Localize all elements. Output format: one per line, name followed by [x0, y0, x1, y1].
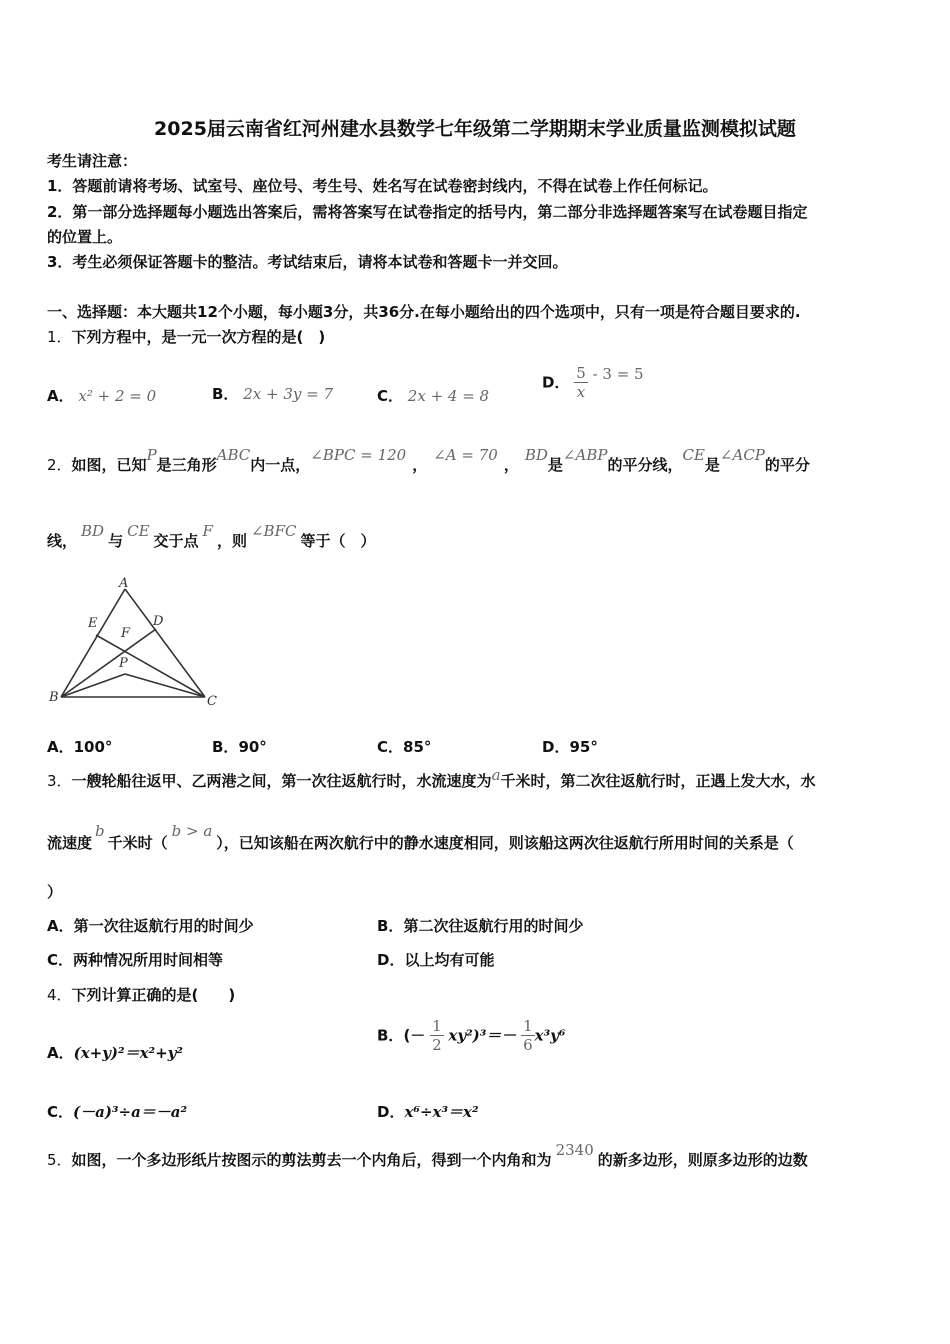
triangle-figure	[45, 573, 225, 713]
question-3-line-1: 3．一艘轮船往返甲、乙两港之间，第一次往返航行时，水流速度为a千米时，第二次往返航行时，正遇上发大水，水	[47, 766, 816, 790]
page-title: 2025届云南省红河州建水县数学七年级第二学期期末学业质量监测模拟试题	[154, 118, 796, 140]
label-d: D	[153, 614, 164, 629]
q4-option-d[interactable]: D．x⁶÷x³＝x²	[377, 1103, 479, 1121]
label-a: A	[119, 576, 129, 591]
q1-option-c[interactable]: C． 2x + 4 = 8	[377, 387, 490, 405]
segment-bp	[61, 674, 125, 697]
notice-item: 2．第一部分选择题每小题选出答案后，需将答案写在试卷指定的括号内，第二部分非选择题答案写在试卷题目指定	[47, 203, 808, 221]
q2-option-d[interactable]: D．95°	[542, 738, 598, 756]
segment-cp	[125, 674, 205, 697]
question-2-line-2: 线，BD与CE交于点F，则∠BFC等于（ ）	[47, 522, 376, 550]
question-4: 4．下列计算正确的是( )	[47, 986, 236, 1004]
segment-bd	[61, 629, 156, 697]
question-5: 5．如图，一个多边形纸片按图示的剪法剪去一个内角后，得到一个内角和为2340的新多边形，则原多边形的边数	[47, 1141, 808, 1169]
notice-item: 3．考生必须保证答题卡的整洁。考试结束后，请将本试卷和答题卡一并交回。	[47, 253, 568, 271]
fraction: $\frac{1}{2}$	[432, 1017, 442, 1054]
option-expression: x² + 2 = 0	[78, 387, 157, 405]
q3-option-a[interactable]: A．第一次往返航行用的时间少	[47, 917, 254, 935]
q3-option-d[interactable]: D．以上均有可能	[377, 951, 495, 969]
label-p: P	[119, 656, 128, 671]
q4-option-c[interactable]: C．(－a)³÷a＝－a²	[47, 1103, 188, 1121]
label-b: B	[49, 690, 59, 705]
option-expression: 2x + 4 = 8	[407, 387, 490, 405]
question-2-line-1: 2．如图，已知P是三角形ABC内一点，∠BPC = 120，∠A = 70，BD是∠ABP的平分线，CE是∠ACP的平分	[47, 446, 810, 474]
q2-option-a[interactable]: A．100°	[47, 738, 113, 756]
option-expression: 2x + 3y = 7	[243, 385, 333, 403]
q1-option-b[interactable]: B． 2x + 3y = 7	[212, 385, 333, 403]
question-3-line-3: ）	[47, 883, 63, 901]
label-c: C	[207, 694, 217, 709]
q2-option-c[interactable]: C．85°	[377, 738, 432, 756]
question-1	[47, 327, 325, 347]
notice-heading: 考生请注意：	[47, 152, 138, 170]
q4-option-b[interactable]: B．(－ $\frac{1}{2}$ xy²)³＝－ $\frac{1}{6}$ x³y⁶	[377, 1017, 566, 1054]
question-3-line-2: 流速度b千米时（b > a），已知该船在两次航行中的静水速度相同，则该船这两次往返航行所用时间的关系是（	[47, 822, 794, 852]
q2-option-b[interactable]: B．90°	[212, 738, 267, 756]
side-ab	[61, 589, 125, 697]
section-heading: 一、选择题：本大题共12个小题，每小题3分，共36分.在每小题给出的四个选项中，只有一项是符合题目要求的.	[47, 303, 801, 321]
q1-option-d[interactable]: D． $\frac{5}{x}$ - 3 = 5	[542, 364, 644, 401]
q3-option-b[interactable]: B．第二次往返航行用的时间少	[377, 917, 584, 935]
question-text: 下列方程中，是一元一次方程的是( )	[71, 328, 326, 346]
question-number: 1．	[47, 328, 72, 346]
notice-item: 1．答题前请将考场、试室号、座位号、考生号、姓名写在试卷密封线内，不得在试卷上作任何标记。	[47, 177, 718, 195]
fraction: $\frac{1}{6}$	[523, 1017, 533, 1054]
label-e: E	[88, 616, 98, 631]
q1-option-a[interactable]: A． x² + 2 = 0	[47, 387, 157, 405]
notice-item: 的位置上。	[47, 228, 123, 246]
q4-option-a[interactable]: A．(x+y)²＝x²+y²	[47, 1044, 183, 1062]
label-f: F	[121, 626, 131, 641]
fraction: $\frac{5}{x}$	[576, 364, 586, 401]
q3-option-c[interactable]: C．两种情况所用时间相等	[47, 951, 224, 969]
segment-ce	[96, 635, 205, 697]
